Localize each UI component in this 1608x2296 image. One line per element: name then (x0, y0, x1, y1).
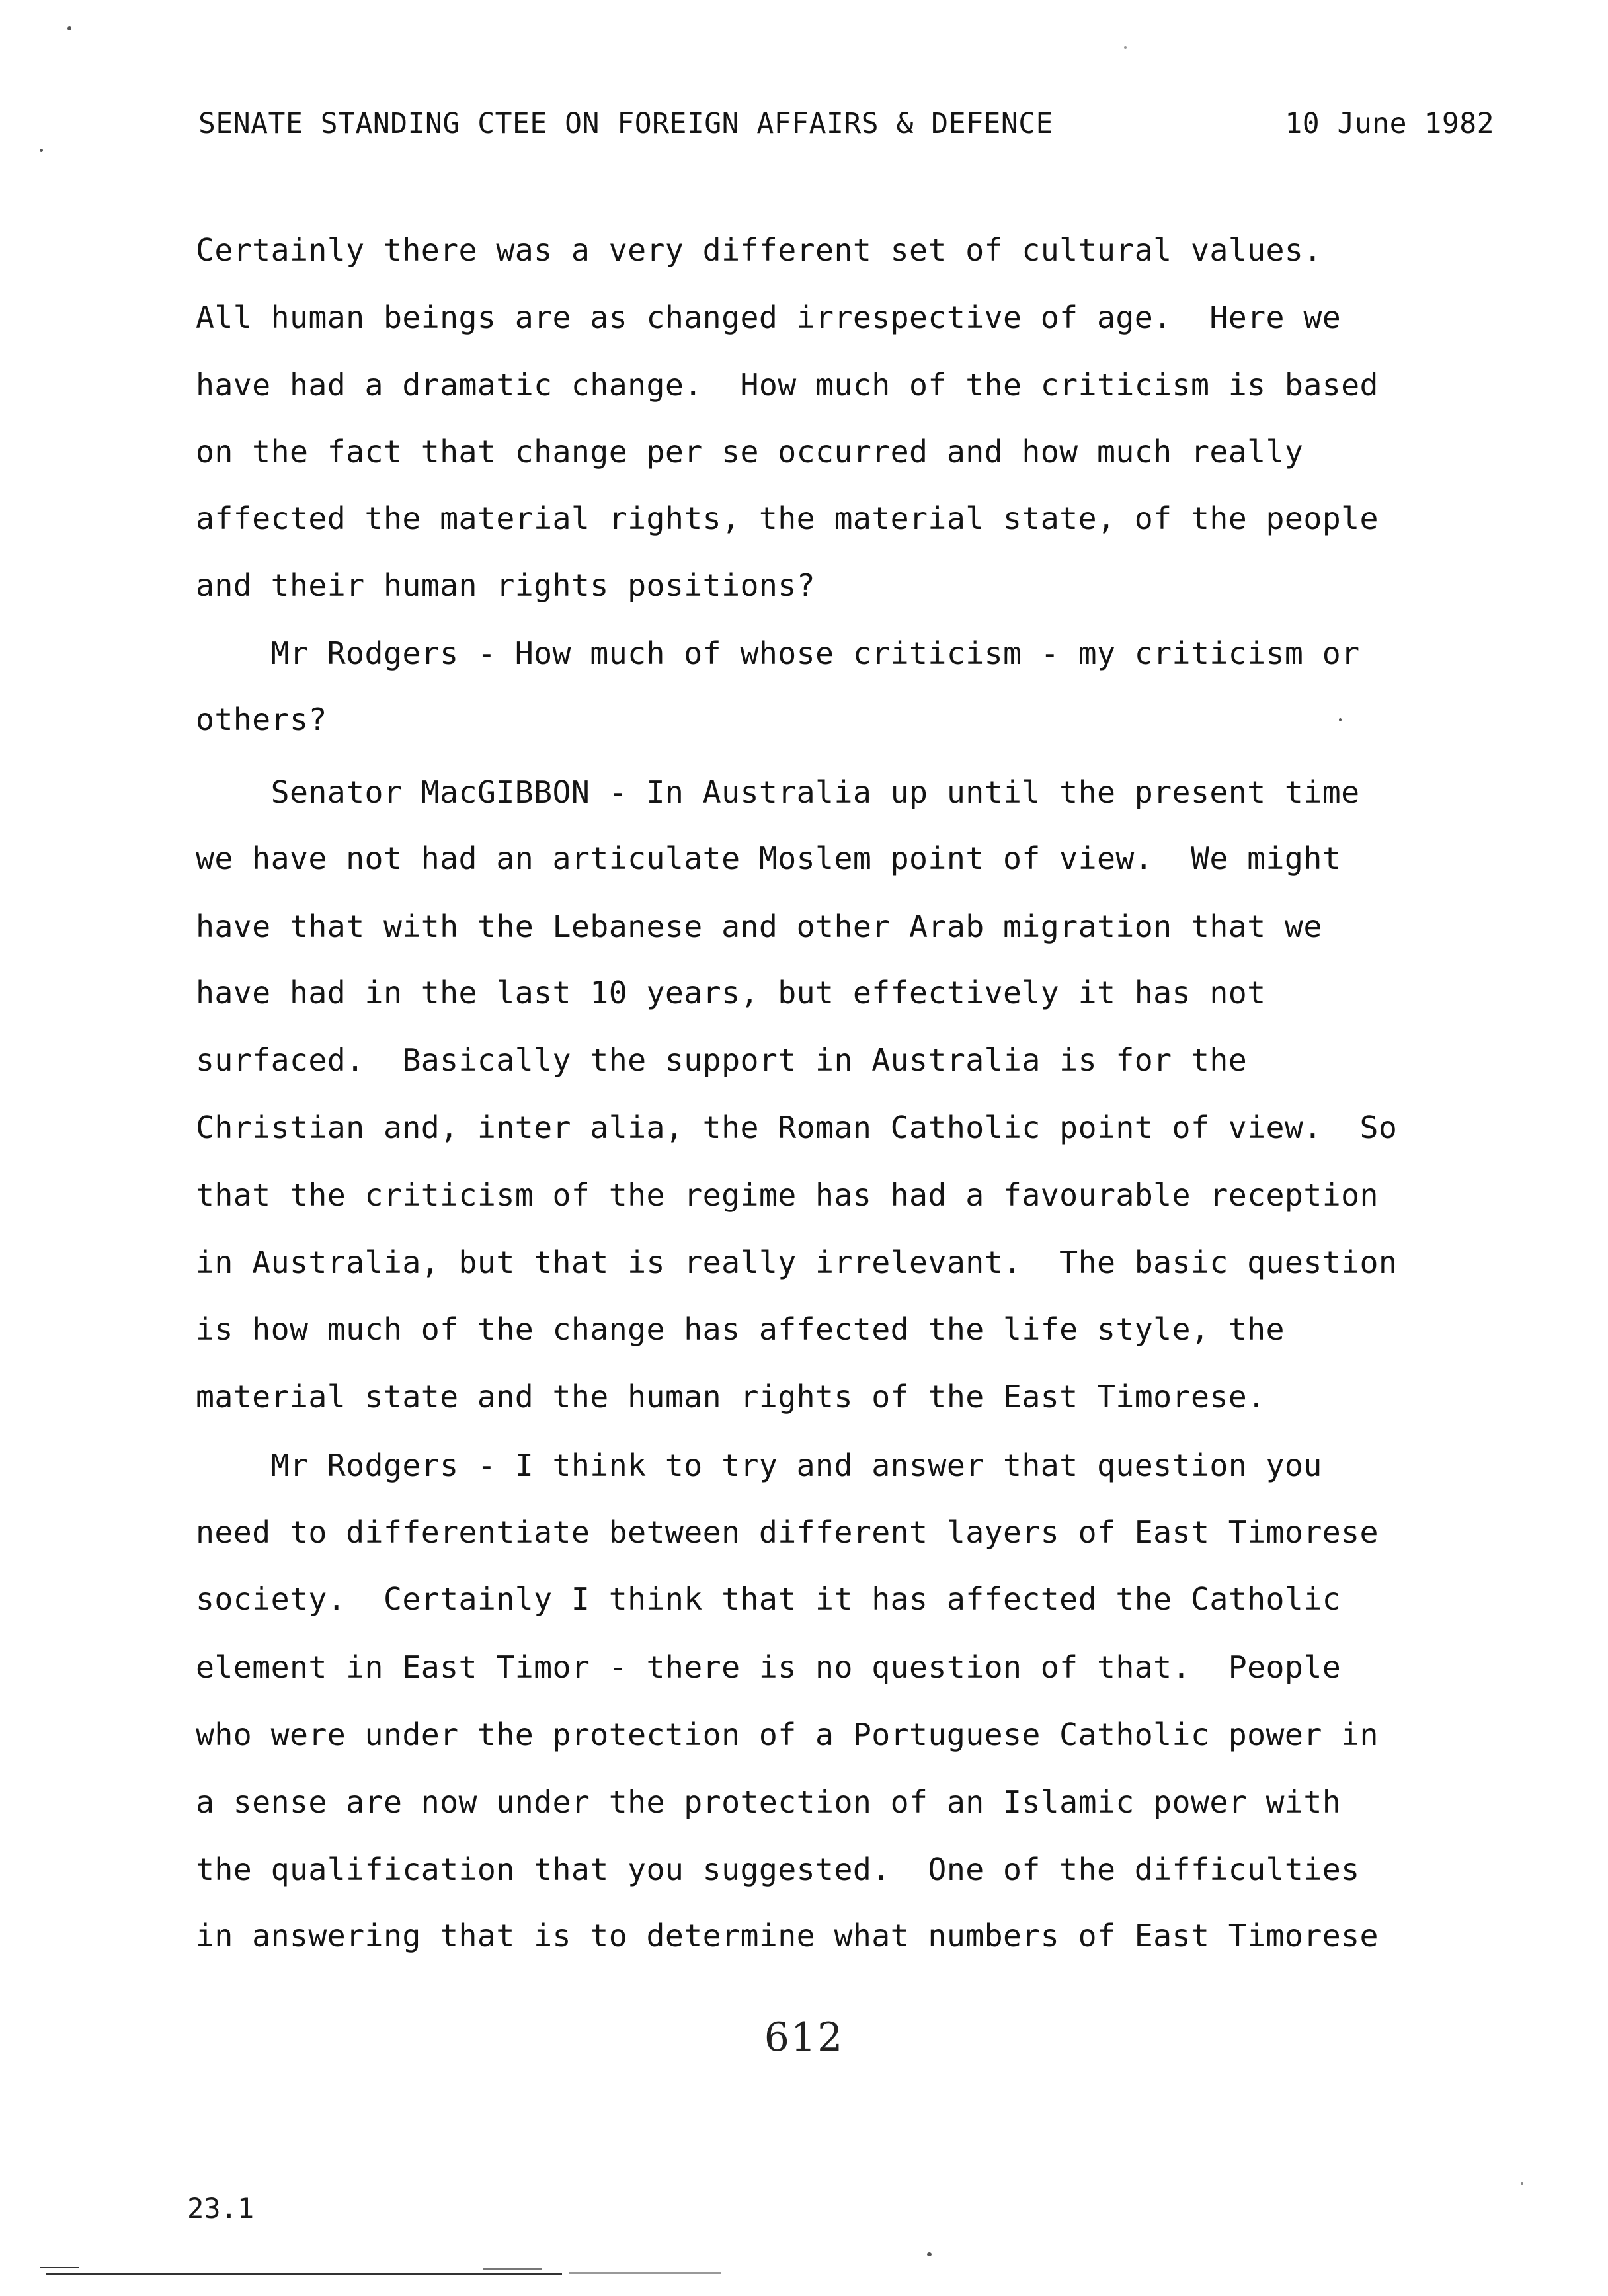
scan-edge-mark (483, 2268, 542, 2270)
committee-title: SENATE STANDING CTEE ON FOREIGN AFFAIRS & DEFENCE (198, 107, 1054, 140)
text-line: in answering that is to determine what numbers of East Timorese (196, 1918, 1379, 1953)
scan-edge-mark (569, 2272, 721, 2274)
text-line: the qualification that you suggested. One of the difficulties (196, 1852, 1360, 1887)
scan-speck (927, 2252, 932, 2256)
text-line: have had a dramatic change. How much of the criticism is based (196, 367, 1379, 403)
text-line: on the fact that change per se occurred and how much really (196, 434, 1304, 470)
text-line: affected the material rights, the material state, of the people (196, 501, 1379, 536)
speaker-line: Mr Rodgers - How much of whose criticism - my criticism or (196, 636, 1360, 671)
page-number: 612 (764, 2014, 844, 2061)
text-line: a sense are now under the protection of an Islamic power with (196, 1784, 1342, 1820)
scan-speck (40, 149, 43, 152)
speaker-line: Senator MacGIBBON - In Australia up until the present time (196, 774, 1360, 810)
speaker-line: Mr Rodgers - I think to try and answer that question you (196, 1448, 1322, 1483)
hearing-date: 10 June 1982 (1285, 107, 1494, 140)
scan-edge-line (46, 2273, 562, 2275)
page-header (198, 107, 1494, 153)
text-line: and their human rights positions? (196, 567, 816, 603)
text-line: need to differentiate between different layers of East Timorese (196, 1514, 1379, 1550)
text-line: society. Certainly I think that it has affected the Catholic (196, 1581, 1342, 1617)
text-line: Certainly there was a very different set of cultural values. (196, 232, 1322, 268)
footer-code: 23.1 (187, 2192, 255, 2225)
text-line: is how much of the change has affected the life style, the (196, 1311, 1285, 1347)
text-line: who were under the protection of a Portuguese Catholic power in (196, 1717, 1379, 1752)
scan-speck (1521, 2182, 1523, 2185)
text-line: others? (196, 702, 327, 737)
scan-speck (67, 26, 71, 30)
text-line: element in East Timor - there is no question of that. People (196, 1649, 1342, 1685)
scan-speck (1339, 718, 1342, 721)
text-line: have had in the last 10 years, but effectively it has not (196, 975, 1266, 1010)
text-line: in Australia, but that is really irrelevant. The basic question (196, 1245, 1398, 1280)
scan-edge-mark (40, 2267, 79, 2268)
text-line: that the criticism of the regime has had a favourable reception (196, 1177, 1379, 1213)
scan-speck (1124, 46, 1127, 49)
text-line: we have not had an articulate Moslem point of view. We might (196, 840, 1342, 876)
text-line: Christian and, inter alia, the Roman Catholic point of view. So (196, 1110, 1398, 1145)
text-line: surfaced. Basically the support in Australia is for the (196, 1042, 1248, 1078)
text-line: All human beings are as changed irrespective of age. Here we (196, 300, 1342, 335)
text-line: material state and the human rights of the East Timorese. (196, 1379, 1266, 1414)
text-line: have that with the Lebanese and other Arab migration that we (196, 909, 1322, 944)
